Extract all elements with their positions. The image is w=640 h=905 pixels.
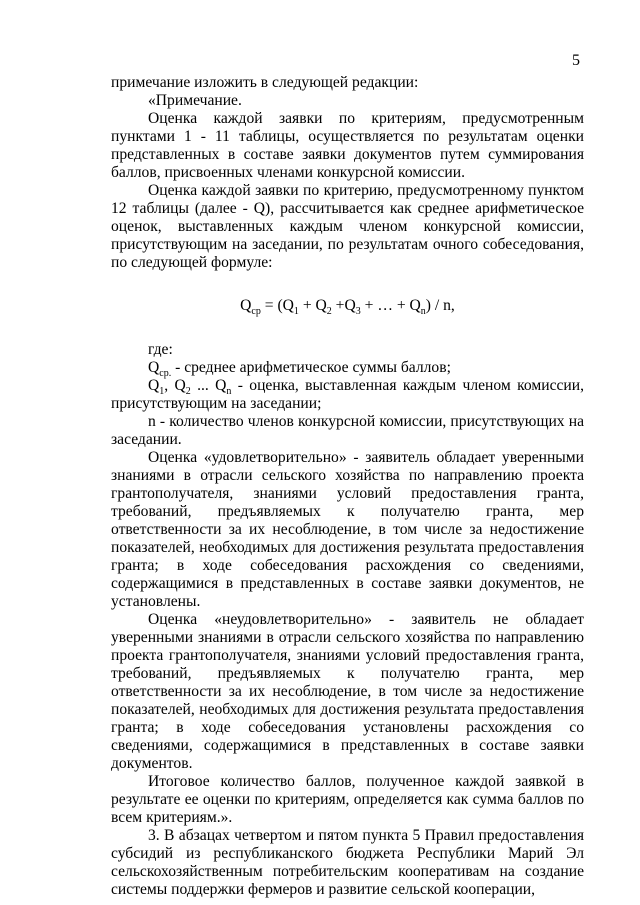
formula-subscript: 1 xyxy=(293,306,299,318)
formula-subscript: 2 xyxy=(326,306,332,318)
formula-part: ) / n, xyxy=(425,297,455,314)
definition-text: - оценка, выставленная каждым членом комиссии, присутствующим на заседании; xyxy=(111,377,585,412)
document-body xyxy=(111,74,584,899)
intro-line: примечание изложить в следующей редакции: xyxy=(111,74,419,91)
paragraph-unsatisfactory: Оценка «неудовлетворительно» - заявитель не обладает уверенными знаниями в отрасли сельского хозяйства по направлению проекта грантополучателя, знаниями условий предоставления гранта, требований, предъявляемых к получателю гранта, мер ответственности за их несоблюдение, в том числе за недостижение показателей, необходимых для достижения результата предоставления гранта; в ходе собеседования установлены расхождения со сведениями, содержащимися в представленных в составе заявки документов. xyxy=(111,611,584,772)
definition-symbol: Q xyxy=(148,359,160,376)
paragraph-total-score: Итоговое количество баллов, полученное каждой заявкой в результате ее оценки по критериям, определяется как сумма баллов по всем критериям.». xyxy=(111,773,584,826)
formula-lhs-subscript: ср xyxy=(251,306,261,318)
formula-lhs: Q xyxy=(240,297,252,314)
formula-part: + … + Q xyxy=(360,297,421,314)
formula-part: + Q xyxy=(298,297,327,314)
paragraph-criteria-1-11: Оценка каждой заявки по критериям, предусмотренным пунктами 1 - 11 таблицы, осуществляется по результатам оценки представленных в составе заявки документов путем суммирования баллов, присвоенных членами конкурсной комиссии. xyxy=(111,110,584,181)
note-heading: «Примечание. xyxy=(148,92,242,109)
formula-part: = (Q xyxy=(260,297,294,314)
paragraph-criterion-12: Оценка каждой заявки по критерию, предусмотренному пунктом 12 таблицы (далее - Q), рассчитывается как среднее арифметическое оценок, выставленных каждым членом конкурсной комиссии, присутствующим на заседании, по результатам очного собеседования, по следующей формуле: xyxy=(111,182,584,271)
formula-part: +Q xyxy=(331,297,356,314)
definition-part: , Q xyxy=(164,377,186,394)
definition-part: ... Q xyxy=(190,377,227,394)
definition-subscript: ср. xyxy=(159,368,172,380)
paragraph-satisfactory: Оценка «удовлетворительно» - заявитель обладает уверенными знаниями в отрасли сельского хозяйства по направлению проекта грантополучателя, знаниями условий предоставления гранта, требований, предъявляемых к получателю гранта, мер ответственности за их несоблюдение, в том числе за недостижение показателей, необходимых для достижения результата предоставления гранта; в ходе собеседования расхождения со сведениями, содержащимися в представленных в составе заявки документов, не установлены. xyxy=(111,449,584,610)
paragraph-item-3: 3. В абзацах четвертом и пятом пункта 5 Правил предоставления субсидий из республиканского бюджета Республики Марий Эл сельскохозяйственным потребительским кооперативам на создание системы поддержки фермеров и развитие сельской кооперации, xyxy=(111,827,584,898)
page-number: 5 xyxy=(572,52,580,69)
definition-n: n - количество членов конкурсной комиссии, присутствующих на заседании. xyxy=(111,413,584,448)
definition-symbol: Q xyxy=(148,377,160,394)
formula-subscript: n xyxy=(420,306,426,318)
definition-subscript: n xyxy=(226,386,232,398)
definition-q-list xyxy=(111,377,584,413)
formula-subscript: 3 xyxy=(355,306,361,318)
definition-text: - среднее арифметическое суммы баллов; xyxy=(171,359,451,376)
where-label: где: xyxy=(148,341,173,358)
definition-subscript: 2 xyxy=(185,386,191,398)
average-score-formula xyxy=(111,297,584,318)
definition-q-average xyxy=(111,359,584,380)
definition-subscript: 1 xyxy=(159,386,165,398)
